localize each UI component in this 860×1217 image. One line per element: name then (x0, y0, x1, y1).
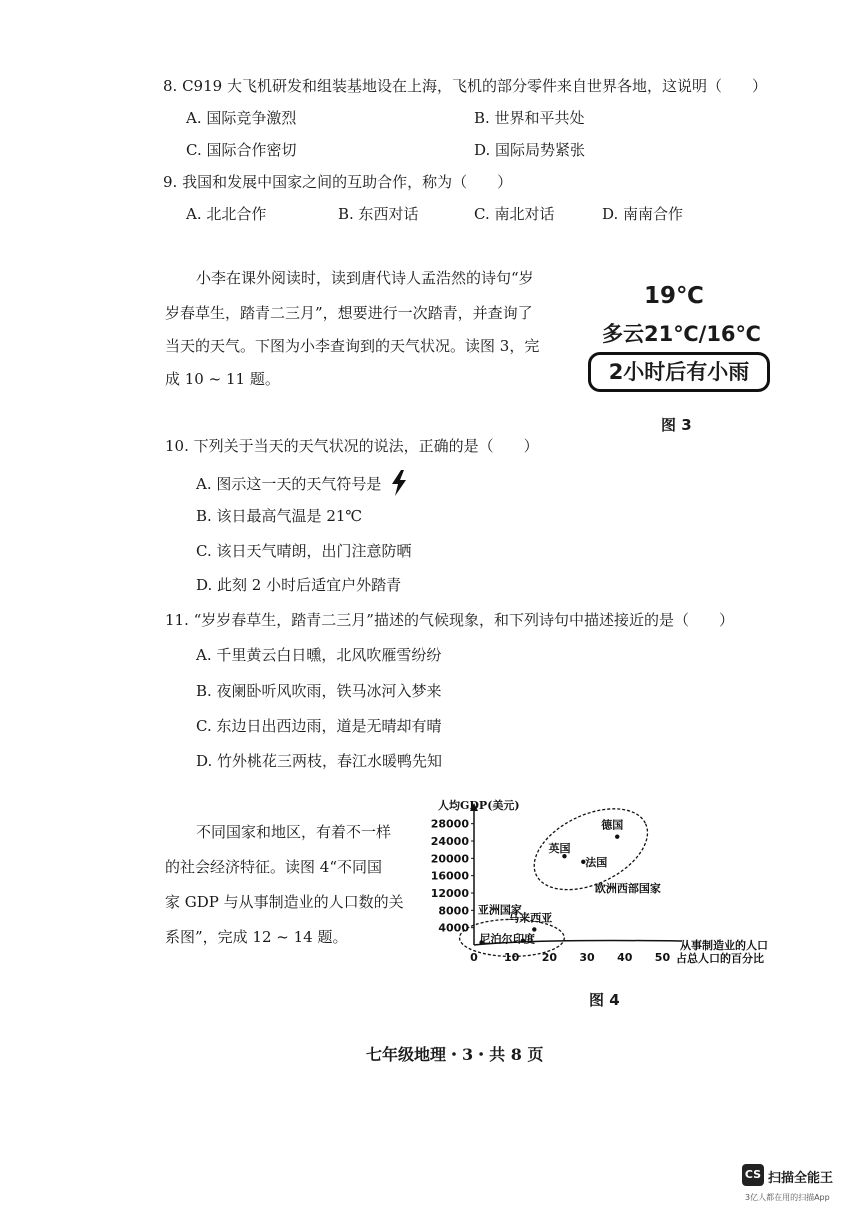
data-point-label: 德国 (601, 818, 624, 832)
y-tick-label: 12000 (430, 887, 469, 900)
data-point-label: 尼泊尔 (479, 932, 513, 946)
figure3-caption: 图 3 (661, 416, 692, 434)
data-point-label: 英国 (548, 842, 571, 856)
x-axis-title-line-1: 从事制造业的人口 (680, 939, 768, 952)
data-point (532, 927, 536, 931)
passage1-line-2: 岁春草生，踏青二三月”，想要进行一次踏青，并查询了 (165, 304, 533, 322)
q10-option-a (196, 470, 408, 496)
camscanner-slogan: 3亿人都在用的扫描App (745, 1193, 830, 1202)
x-tick-label: 20 (541, 951, 558, 964)
q8-stem: 8. C919 大飞机研发和组装基地设在上海，飞机的部分零件来自世界各地，这说明（ ） (163, 77, 767, 95)
camscanner-brand: 扫描全能王 (768, 1171, 834, 1186)
y-tick-label: 4000 (438, 921, 469, 935)
x-tick-label: 50 (654, 951, 671, 964)
q11-option-b: B. 夜阑卧听风吹雨，铁马冰河入梦来 (196, 682, 442, 700)
y-tick-label: 8000 (438, 904, 469, 918)
x-tick-label: 30 (579, 951, 595, 964)
q11-option-c: C. 东边日出西边雨，道是无晴却有晴 (196, 717, 442, 735)
x-tick-label: 0 (470, 951, 478, 964)
page-footer: 七年级地理・3・共 8 页 (366, 1045, 544, 1064)
q9-option-b: B. 东西对话 (338, 205, 419, 223)
q9-option-d: D. 南南合作 (602, 205, 684, 223)
x-axis-title-line-2: 占总人口的百分比 (676, 952, 764, 965)
weather-alert-box (588, 352, 770, 392)
y-tick-label: 20000 (430, 852, 469, 866)
asia-group-label: 亚洲国家 (477, 903, 522, 917)
passage1-line-4: 成 10 ~ 11 题。 (165, 370, 280, 388)
y-tick-label: 16000 (430, 869, 469, 883)
q9-stem: 9. 我国和发展中国家之间的互助合作，称为（ ） (163, 173, 513, 191)
weather-temperature: 19℃ (644, 283, 704, 309)
q8-option-b: B. 世界和平共处 (474, 109, 585, 127)
q8-option-c: C. 国际合作密切 (186, 141, 297, 159)
y-tick-label: 28000 (430, 817, 469, 831)
data-point-label: 印度 (513, 932, 535, 946)
data-point (615, 834, 619, 838)
camscanner-logo: CS (742, 1164, 764, 1186)
passage2-line-4: 系图”，完成 12 ~ 14 题。 (165, 928, 348, 946)
europe-group-label: 欧洲西部国家 (594, 881, 661, 895)
q10-stem: 10. 下列关于当天的天气状况的说法，正确的是（ ） (165, 437, 539, 455)
q10-option-d: D. 此刻 2 小时后适宜户外踏青 (196, 576, 402, 594)
x-tick-label: 10 (504, 951, 520, 964)
passage2-line-3: 家 GDP 与从事制造业的人口数的关 (165, 893, 404, 911)
q11-stem: 11. “岁岁春草生，踏青二三月”描述的气候现象，和下列诗句中描述接近的是（ ） (165, 611, 734, 629)
data-point-label: 法国 (585, 855, 608, 869)
q8-option-d: D. 国际局势紧张 (474, 141, 586, 159)
figure4-chart (420, 795, 790, 975)
y-axis-title: 人均GDP(美元) (438, 799, 520, 812)
passage2-line-1: 不同国家和地区，有着不一样 (196, 823, 392, 841)
x-tick-label: 40 (617, 951, 633, 964)
figure4-caption: 图 4 (589, 991, 620, 1009)
q11-option-a: A. 千里黄云白日曛，北风吹雁雪纷纷 (196, 646, 442, 664)
q10-option-c: C. 该日天气晴朗，出门注意防晒 (196, 542, 412, 560)
data-point-label: 马来西亚 (508, 911, 553, 925)
q9-option-a: A. 北北合作 (186, 205, 267, 223)
y-tick-label: 24000 (430, 835, 469, 848)
q10-option-b: B. 该日最高气温是 21℃ (196, 507, 363, 525)
weather-alert-text: 2小时后有小雨 (608, 360, 750, 384)
q10-option-a-text: A. 图示这一天的天气符号是 (196, 475, 382, 493)
passage2-line-2: 的社会经济特征。读图 4“不同国 (165, 858, 382, 876)
passage1-line-3: 当天的天气。下图为小李查询到的天气状况。读图 3，完 (165, 337, 540, 355)
q8-option-a: A. 国际竞争激烈 (186, 109, 297, 127)
q9-option-c: C. 南北对话 (474, 205, 555, 223)
q11-option-d: D. 竹外桃花三两枝，春江水暖鸭先知 (196, 752, 443, 770)
lightning-icon (390, 470, 408, 496)
weather-range: 多云21℃/16℃ (602, 322, 761, 346)
passage1-line-1: 小李在课外阅读时，读到唐代诗人孟浩然的诗句“岁 (196, 269, 534, 287)
